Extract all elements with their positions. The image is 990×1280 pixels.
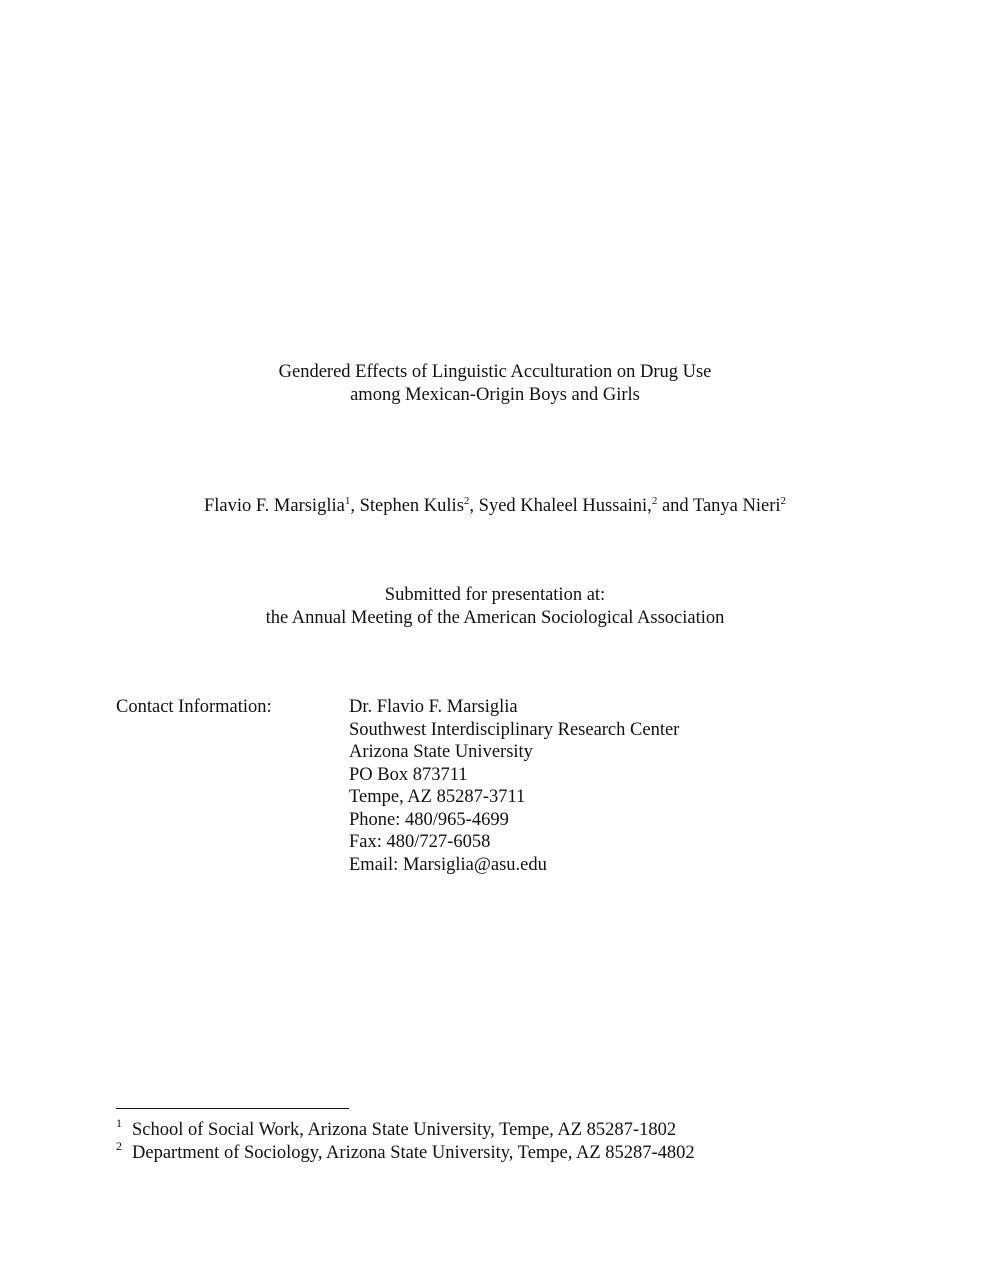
contact-email: Email: Marsiglia@asu.edu: [349, 854, 547, 875]
author-affiliation-mark: 1: [344, 495, 351, 507]
footnote-divider: [116, 1108, 349, 1109]
footnote-text: School of Social Work, Arizona State University, Tempe, AZ 85287-1802: [132, 1120, 677, 1140]
submission-line-1: Submitted for presentation at:: [384, 585, 606, 605]
footnote-text: Department of Sociology, Arizona State University, Tempe, AZ 85287-4802: [132, 1142, 695, 1163]
contact-details: [349, 696, 679, 876]
author-list: [0, 495, 990, 518]
footnotes: [116, 1116, 695, 1164]
contact-city: Tempe, AZ 85287-3711: [349, 787, 526, 807]
footnote-2: 2 Department of Sociology, Arizona State University, Tempe, AZ 85287-4802: [116, 1138, 695, 1163]
submission-line-2: the Annual Meeting of the American Sociological Association: [265, 607, 725, 628]
contact-fax: Fax: 480/727-6058: [349, 832, 491, 852]
submission-note: [0, 584, 990, 629]
footnote-1: 1 School of Social Work, Arizona State University, Tempe, AZ 85287-1802: [116, 1116, 677, 1140]
author-affiliation-mark: 2: [780, 495, 787, 507]
author-affiliation-mark: 2: [651, 495, 658, 507]
author-separator: ,: [469, 496, 479, 516]
author-separator: ,: [350, 496, 360, 516]
title-line-1: Gendered Effects of Linguistic Acculturation on Drug Use: [278, 362, 712, 382]
author-name: Syed Khaleel Hussaini,: [478, 496, 652, 516]
contact-university: Arizona State University: [349, 742, 533, 762]
author-name: Tanya Nieri: [692, 496, 781, 516]
author-name: Stephen Kulis: [359, 496, 464, 516]
author-separator: and: [657, 496, 693, 516]
title-line-2: among Mexican-Origin Boys and Girls: [350, 384, 640, 405]
paper-title: [0, 361, 990, 406]
contact-organization: Southwest Interdisciplinary Research Center: [349, 719, 680, 740]
author-affiliation-mark: 2: [463, 495, 470, 507]
contact-phone: Phone: 480/965-4699: [349, 809, 509, 830]
contact-name: Dr. Flavio F. Marsiglia: [349, 697, 518, 717]
contact-label: Contact Information:: [116, 697, 272, 717]
author-name: Flavio F. Marsiglia: [203, 496, 345, 516]
contact-po-box: PO Box 873711: [349, 764, 468, 785]
